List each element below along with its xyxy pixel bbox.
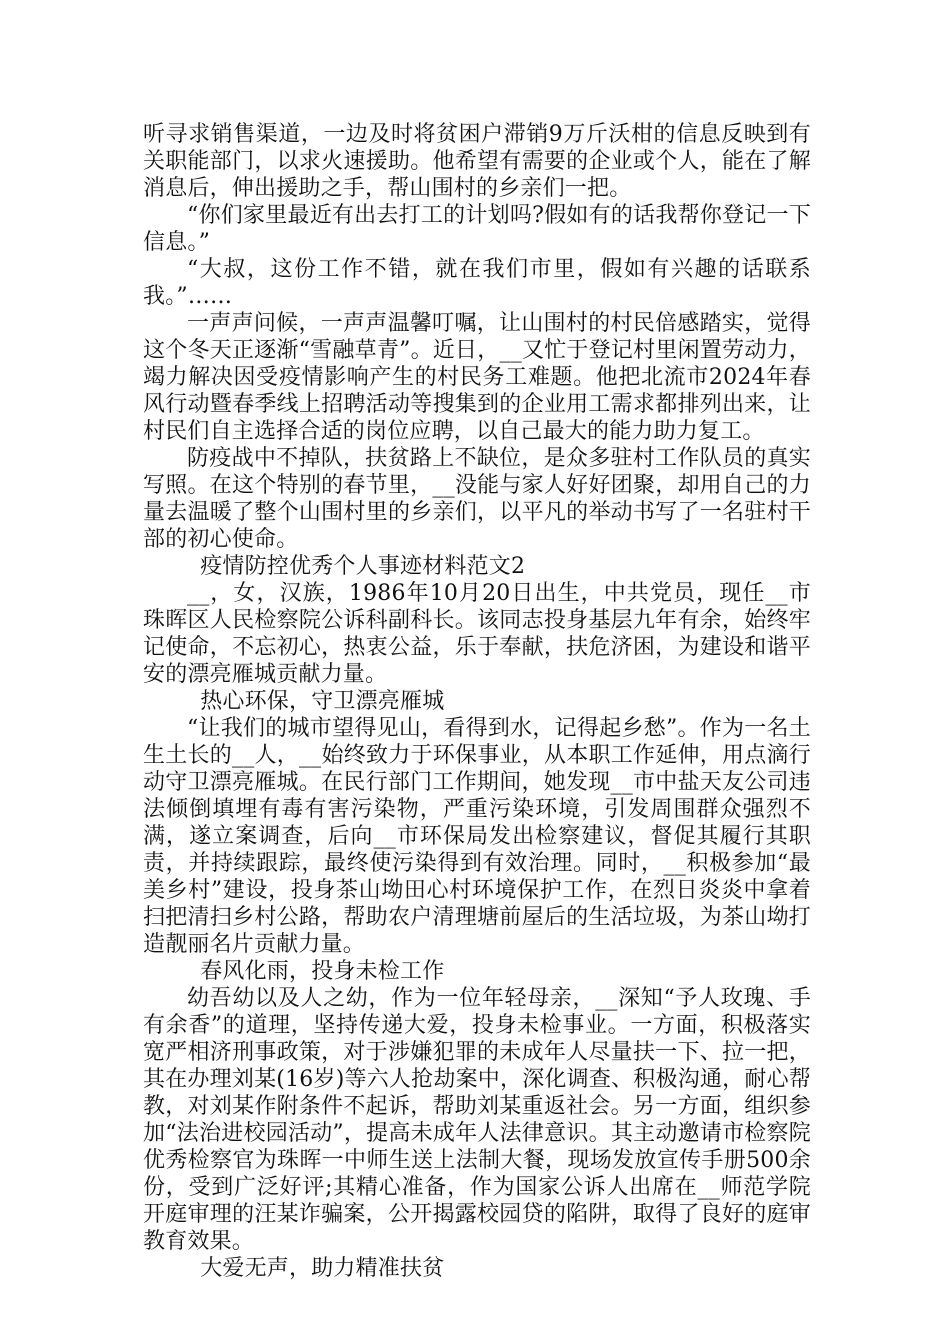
section-title: 疫情防控优秀个人事迹材料范文2 — [200, 554, 526, 579]
paragraph: 幼吾幼以及人之幼，作为一位年轻母亲，__深知“予人玫瑰、手有余香”的道理，坚持传递大爱，投身未检事业。一方面，积极落实宽严相济刑事政策，对于涉嫌犯罪的未成年人尽量扶一下、拉一把，其在办理刘某(16岁)等六人抢劫案中，深化调查、积极沟通，耐心帮教，对刘某作附条件不起诉，帮助刘某重返社会。另一方面，组织参加“法治进校园活动”，提高未成年人法律意识。其主动邀请市检察院优秀检察官为珠晖一中师生送上法制大餐，现场发放宣传手册500余份，受到广泛好评;其精心准备，作为国家公诉人出席在__师范学院开庭审理的汪某诈骗案，公开揭露校园贷的陷阱，取得了良好的庭审教育效果。 — [143, 986, 811, 1254]
paragraph: “让我们的城市望得见山，看得到水，记得起乡愁”。作为一名土生土长的__人，__始终致力于环保事业，从本职工作延伸，用点滴行动守卫漂亮雁城。在民行部门工作期间，她发现__市中盐天友公司违法倾倒填埋有毒有害污染物，严重污染环境，引发周围群众强烈不满，遂立案调查，后向__市环保局发出检察建议，督促其履行其职责，并持续跟踪，最终使污染得到有效治理。同时，__积极参加“最美乡村”建设，投身茶山坳田心村环境保护工作，在烈日炎炎中拿着扫把清扫乡村公路，帮助农户清理塘前屋后的生活垃圾，为茶山坳打造靓丽名片贡献力量。 — [143, 716, 811, 957]
paragraph: 听寻求销售渠道，一边及时将贫困户滞销9万斤沃柑的信息反映到有关职能部门，以求火速援助。他希望有需要的企业或个人，能在了解消息后，伸出援助之手，帮山围村的乡亲们一把。 — [143, 122, 811, 201]
section-heading: 大爱无声，助力精准扶贫 — [200, 1256, 445, 1281]
paragraph: “你们家里最近有出去打工的计划吗?假如有的话我帮你登记一下信息。” — [143, 203, 811, 255]
document-body — [143, 121, 811, 1282]
paragraph: __，女，汉族，1986年10月20日出生，中共党员，现任__市珠晖区人民检察院公诉科副科长。该同志投身基层九年有余，始终牢记使命，不忘初心，热衷公益，乐于奉献，扶危济困，为建设和谐平安的漂亮雁城贡献力量。 — [143, 581, 811, 687]
section-heading: 热心环保，守卫漂亮雁城 — [200, 689, 445, 714]
section-heading: 春风化雨，投身未检工作 — [200, 959, 445, 984]
paragraph: 一声声问候，一声声温馨叮嘱，让山围村的村民倍感踏实，觉得这个冬天正逐渐“雪融草青”。近日，__又忙于登记村里闲置劳动力，竭力解决因受疫情影响产生的村民务工难题。他把北流市2024年春风行动暨春季线上招聘活动等搜集到的企业用工需求都排列出来，让村民们自主选择合适的岗位应聘，以自己最大的能力助力复工。 — [143, 311, 811, 444]
paragraph: 防疫战中不掉队，扶贫路上不缺位，是众多驻村工作队员的真实写照。在这个特别的春节里，__没能与家人好好团聚，却用自己的力量去温暖了整个山围村里的乡亲们，以平凡的举动书写了一名驻村干部的初心使命。 — [143, 446, 811, 552]
paragraph: “大叔，这份工作不错，就在我们市里，假如有兴趣的话联系我。”…… — [143, 257, 811, 309]
